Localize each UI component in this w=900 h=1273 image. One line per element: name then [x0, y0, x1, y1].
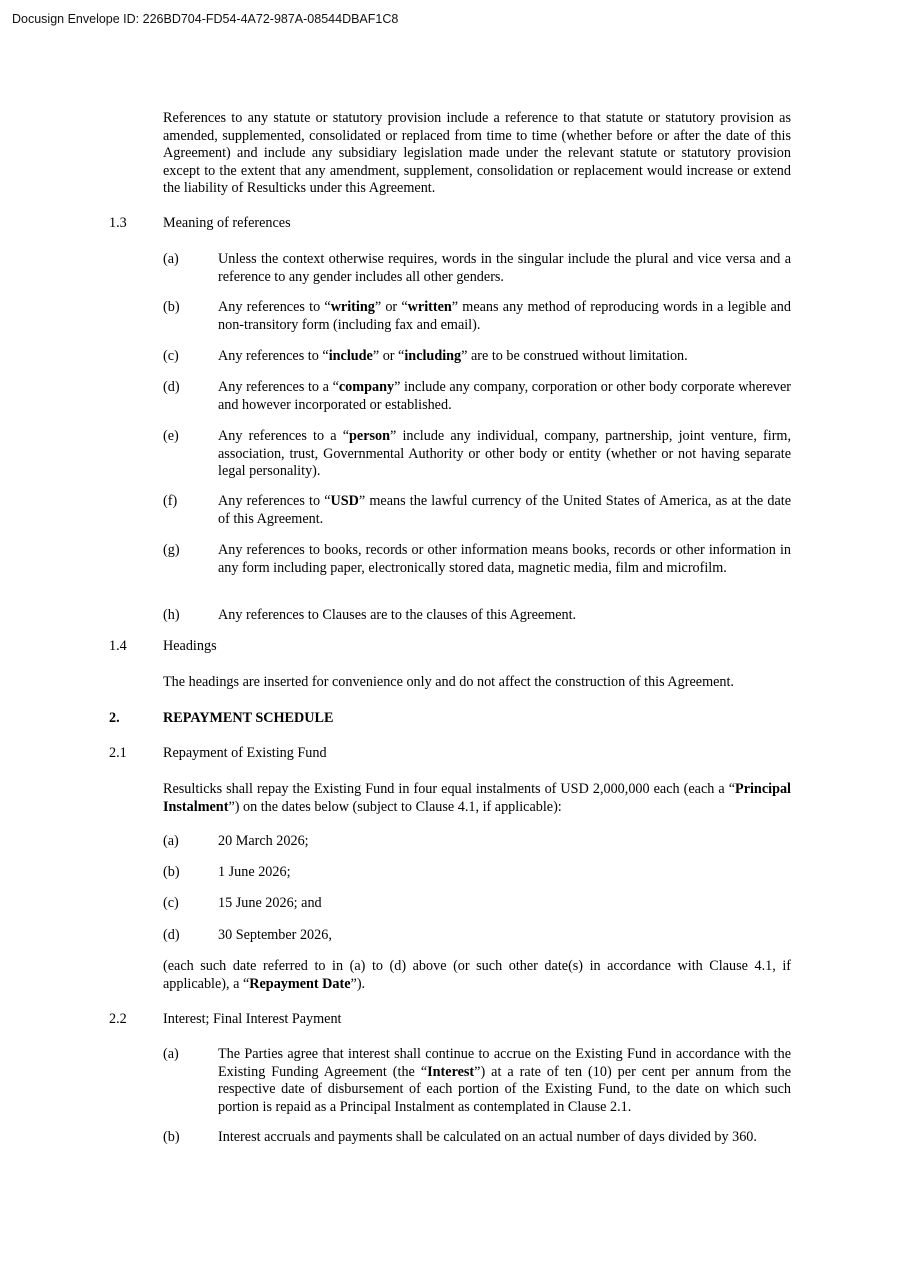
clause-number: 2.2	[109, 1011, 127, 1027]
date-text: 20 March 2026;	[218, 833, 309, 849]
item-text: Any references to books, records or other information means books, records or other information in any form including paper, electronically stored data, magnetic media, film and microfilm.	[218, 542, 791, 576]
statute-reference-paragraph: References to any statute or statutory provision include a reference to that statute or statutory provision as amended, supplemented, consolidated or replaced from time to time (whether before or after the date of this Agreement) and include any subsidiary legislation made under the relevant statute or statutory provision except to the extent that any amendment, supplement, consolidation or replacement would increase or extend the liability of Resulticks under this Agreement.	[163, 110, 791, 196]
item-text: Unless the context otherwise requires, words in the singular include the plural and vice versa and a reference to any gender includes all other genders.	[218, 251, 791, 285]
clause-heading: Repayment of Existing Fund	[163, 745, 327, 761]
item-label: (g)	[163, 542, 180, 558]
section-heading: REPAYMENT SCHEDULE	[163, 710, 334, 726]
date-text: 30 September 2026,	[218, 927, 332, 943]
date-label: (a)	[163, 833, 179, 849]
item-label: (c)	[163, 348, 179, 364]
item-label: (d)	[163, 379, 180, 395]
section-number: 2.	[109, 710, 120, 726]
item-label: (a)	[163, 251, 179, 267]
item-text: The Parties agree that interest shall continue to accrue on the Existing Fund in accordance with the Existing Funding Agreement (the “Interest”) at a rate of ten (10) per cent per annum from the respective date of disbursement of each portion of the Existing Fund, to the date on which such portion is repaid as a Principal Instalment as contemplated in Clause 2.1.	[218, 1046, 791, 1115]
clause-heading: Meaning of references	[163, 215, 291, 231]
item-label: (f)	[163, 493, 178, 509]
item-text: Any references to “writing” or “written” means any method of reproducing words in a legible and non-transitory form (including fax and email).	[218, 299, 791, 333]
clause-number: 2.1	[109, 745, 127, 761]
date-label: (c)	[163, 895, 179, 911]
date-text: 15 June 2026; and	[218, 895, 322, 911]
date-label: (d)	[163, 927, 180, 943]
item-label: (a)	[163, 1046, 179, 1062]
item-text: Any references to “USD” means the lawful currency of the United States of America, as at the date of this Agreement.	[218, 493, 791, 527]
clause-heading: Interest; Final Interest Payment	[163, 1011, 342, 1027]
item-text: Any references to a “company” include any company, corporation or other body corporate wherever and however incorporated or established.	[218, 379, 791, 413]
date-text: 1 June 2026;	[218, 864, 291, 880]
item-text: Any references to Clauses are to the clauses of this Agreement.	[218, 607, 577, 623]
item-label: (h)	[163, 607, 180, 623]
item-label: (b)	[163, 1129, 180, 1145]
date-label: (b)	[163, 864, 180, 880]
clause-heading: Headings	[163, 638, 217, 654]
item-text: Interest accruals and payments shall be calculated on an actual number of days divided by 360.	[218, 1129, 757, 1145]
item-text: Any references to a “person” include any individual, company, partnership, joint venture, firm, association, trust, Governmental Authority or other body or entity (whether or not having separate legal personality).	[218, 428, 791, 479]
repayment-date-definition: (each such date referred to in (a) to (d) above (or such other date(s) in accordance with Clause 4.1, if applicable), a “Repayment Date”).	[163, 958, 791, 992]
clause-number: 1.3	[109, 215, 127, 231]
clause-paragraph: Resulticks shall repay the Existing Fund in four equal instalments of USD 2,000,000 each (each a “Principal Instalment”) on the dates below (subject to Clause 4.1, if applicable):	[163, 781, 791, 815]
docusign-envelope-id: Docusign Envelope ID: 226BD704-FD54-4A72-987A-08544DBAF1C8	[12, 12, 399, 26]
item-label: (e)	[163, 428, 179, 444]
clause-paragraph: The headings are inserted for convenience only and do not affect the construction of this Agreement.	[163, 674, 734, 690]
item-label: (b)	[163, 299, 180, 315]
clause-number: 1.4	[109, 638, 127, 654]
item-text: Any references to “include” or “including” are to be construed without limitation.	[218, 348, 688, 364]
